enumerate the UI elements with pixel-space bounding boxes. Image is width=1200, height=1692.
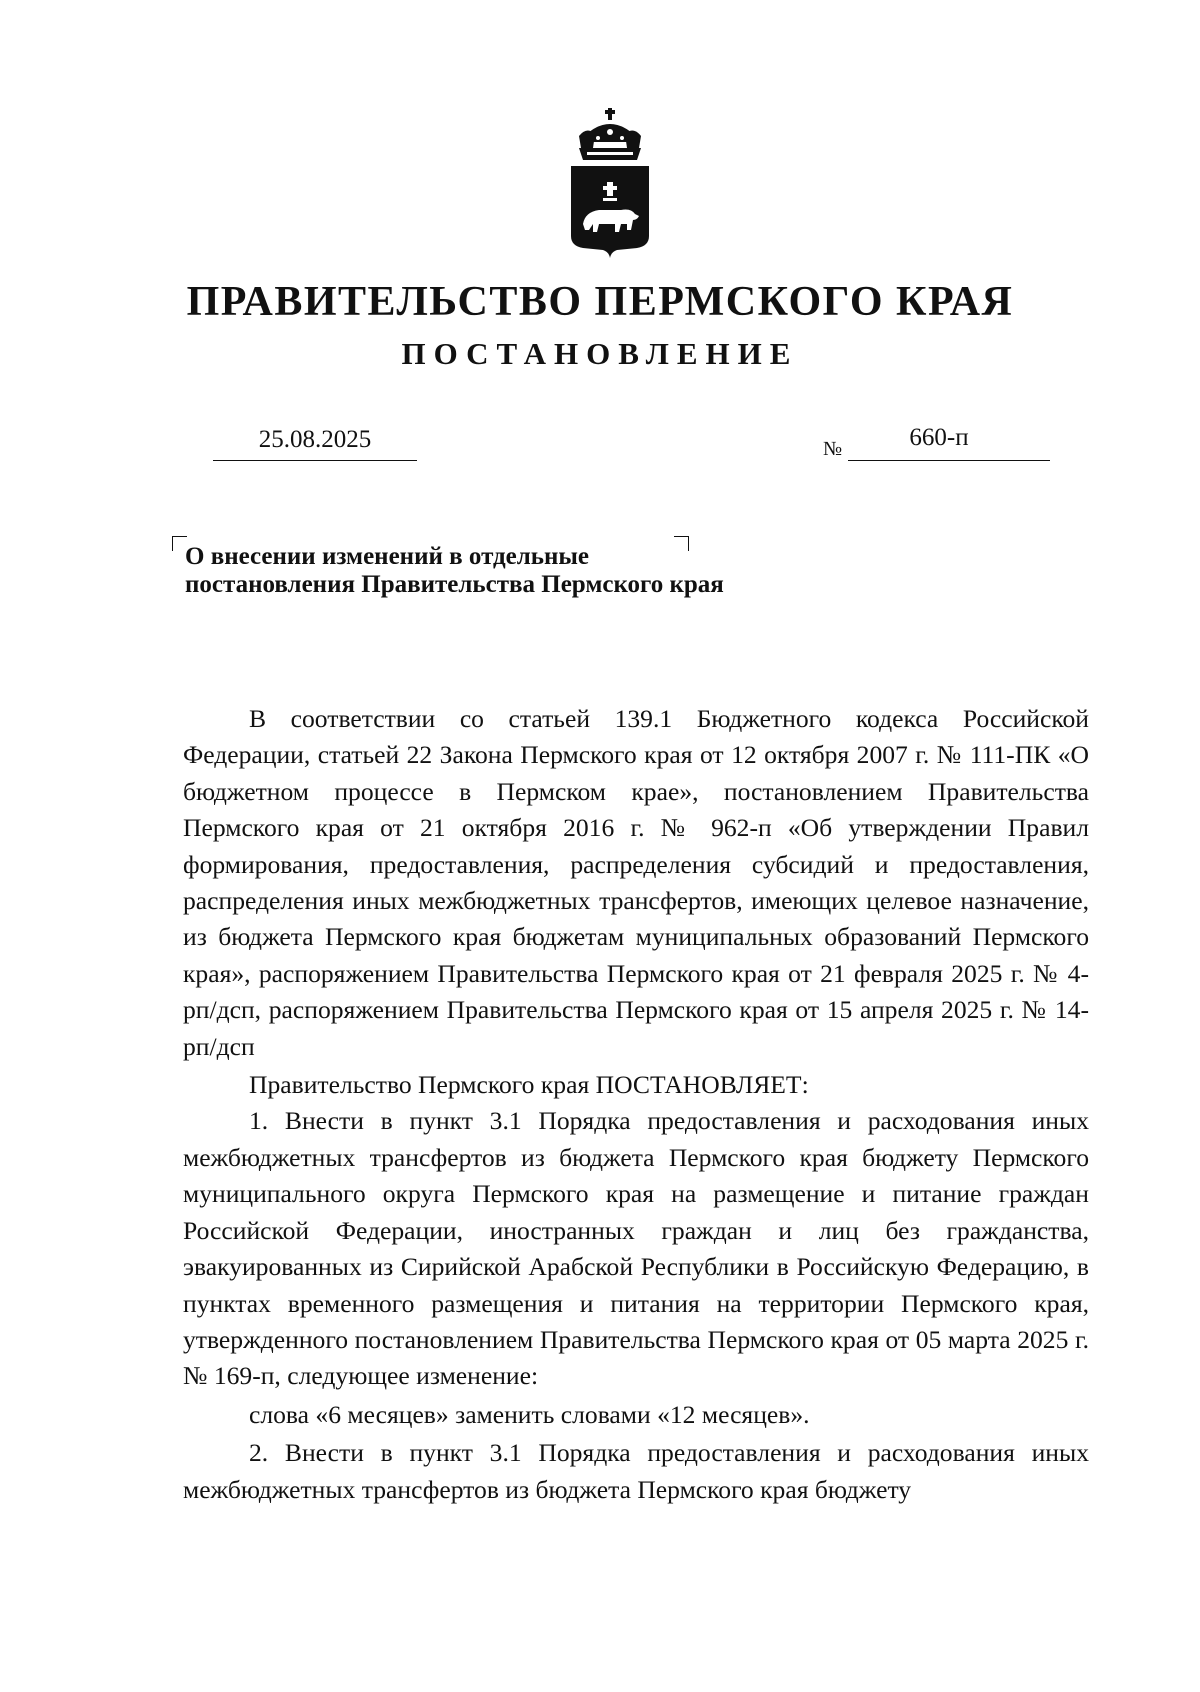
document-number: 660-п [909, 424, 969, 451]
resolves-paragraph: Правительство Пермского края ПОСТАНОВЛЯЕТ: [249, 1070, 809, 1100]
document-type-heading: ПОСТАНОВЛЕНИЕ [401, 336, 799, 371]
preamble-paragraph: В соответствии со статьей 139.1 Бюджетного кодекса Российской Федерации, статьей 22 Закона Пермского края от 12 октября 2007 г. № 111-ПК «О бюджетном процессе в Пермском крае», постановлением Правительства Пермского края от 21 октября 2016 г. № 962-п «Об утверждении Правил формирования, предоставления, распределения субсидий и предоставления, распределения иных межбюджетных трансфертов, имеющих целевое назначение, из бюджета Пермского края бюджетам муниципальных образований Пермского края», распоряжением Правительства Пермского края от 21 февраля 2025 г. № 4-рп/дсп, распоряжением Правительства Пермского края от 15 апреля 2025 г. № 14-рп/дсп [183, 704, 1089, 1061]
document-date: 25.08.2025 [213, 424, 417, 461]
item-1-paragraph: 1. Внести в пункт 3.1 Порядка предоставления и расходования иных межбюджетных трансфертов из бюджета Пермского края бюджету Пермского муниципального округа Пермского края на размещение и питание граждан Российской Федерации, иностранных граждан и лиц без гражданства, эвакуированных из Сирийской Арабской Республики в Российскую Федерацию, в пунктах временного размещения и питания на территории Пермского края, утвержденного постановлением Правительства Пермского края от 05 марта 2025 г. № 169-п, следующее изменение: [183, 1106, 1089, 1391]
organization-title: ПРАВИТЕЛЬСТВО ПЕРМСКОГО КРАЯ [186, 279, 1014, 325]
document-subject [185, 543, 805, 599]
number-sign: № [823, 438, 843, 460]
item-1-change-paragraph: слова «6 месяцев» заменить словами «12 месяцев». [249, 1399, 810, 1429]
document-body [183, 701, 1089, 1508]
document-number-field [848, 422, 1050, 461]
subject-line-1: О внесении изменений в отдельные [185, 543, 590, 570]
perm-krai-coat-of-arms-icon [565, 108, 655, 260]
item-2-paragraph: 2. Внести в пункт 3.1 Порядка предоставления и расходования иных межбюджетных трансфертов из бюджета Пермского края бюджету [183, 1438, 1089, 1504]
subject-line-2: постановления Правительства Пермского края [185, 571, 724, 598]
